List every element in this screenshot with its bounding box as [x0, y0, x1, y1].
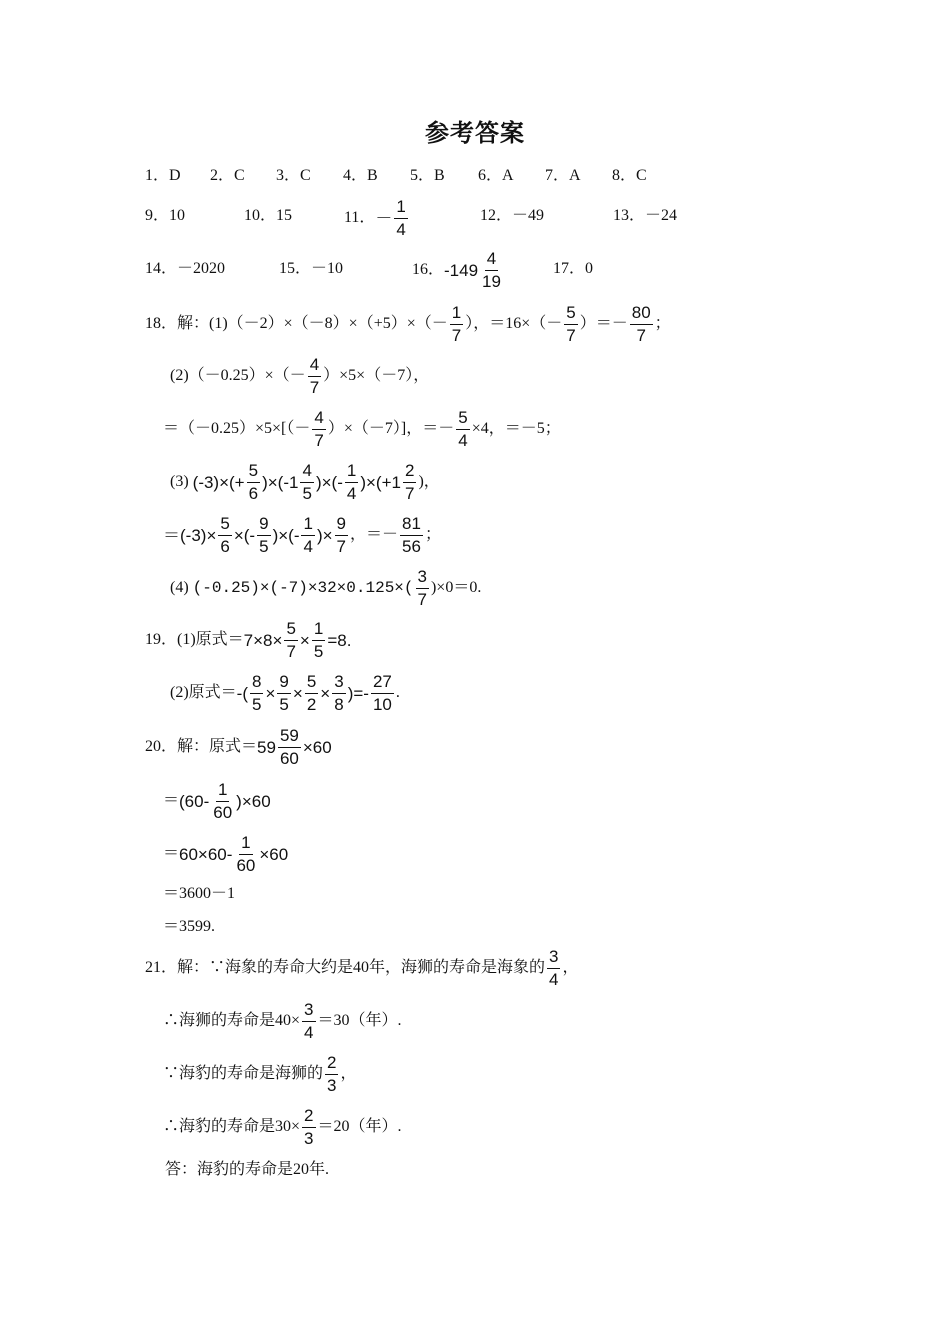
fill-answer-12: 12．－49	[480, 207, 545, 224]
math-text: (-0.25)×(-7)×32×0.125×(	[192, 579, 414, 598]
math-text: =8.	[327, 630, 352, 650]
numerator: 3	[416, 568, 429, 589]
numerator: 5	[218, 515, 231, 536]
numerator: 1	[312, 620, 325, 641]
q11-label: 11．	[344, 209, 376, 227]
fill-answer-11	[344, 198, 410, 239]
fill-answer-15: 15．－10	[279, 260, 344, 277]
page-title: 参考答案	[425, 121, 525, 147]
fraction	[284, 620, 297, 661]
numerator: 9	[277, 673, 290, 694]
fraction	[300, 462, 313, 503]
fill-answer-14: 14．－2020	[145, 260, 226, 277]
text: )，	[418, 473, 440, 491]
denominator: 5	[279, 694, 289, 714]
fraction	[456, 409, 469, 450]
fraction	[218, 515, 231, 556]
math-text: )=-	[347, 683, 369, 703]
text: ）×5×（－7），	[323, 367, 430, 385]
numerator: 27	[371, 673, 394, 694]
numerator: 9	[257, 515, 270, 536]
fraction	[312, 409, 325, 450]
q19-line-2	[170, 673, 400, 714]
text: 21．解：∵海象的寿命大约是40年，海狮的寿命是海象的	[145, 959, 546, 977]
denominator: 4	[303, 536, 313, 556]
numerator: 1	[345, 462, 358, 483]
numerator: 3	[302, 1001, 315, 1022]
fraction	[345, 462, 358, 503]
fraction	[305, 673, 318, 714]
fraction	[247, 462, 260, 503]
choice-answer-3: 3．C	[276, 167, 311, 184]
q18-line-5	[163, 515, 441, 556]
q18-line-3	[163, 409, 561, 450]
denominator: 4	[549, 969, 559, 989]
denominator: 7	[336, 536, 347, 556]
text: ，	[562, 959, 579, 977]
text: 18．解：(1)（－2）×（－8）×（+5）×（－	[145, 315, 448, 333]
fill-answer-10: 10．15	[244, 207, 293, 224]
q18-line-1	[145, 304, 671, 345]
choice-answer-4: 4．B	[343, 167, 378, 184]
numerator: 8	[250, 673, 263, 694]
text: (4)	[170, 579, 189, 597]
math-text: 59	[257, 737, 276, 757]
denominator: 4	[396, 219, 406, 239]
numerator: 1	[216, 781, 229, 802]
fraction	[302, 1001, 315, 1042]
fraction	[403, 462, 416, 503]
q20-line-3	[163, 834, 288, 875]
fill-answer-16	[412, 250, 505, 291]
numerator: 5	[305, 673, 318, 694]
text: ＝	[163, 845, 180, 863]
denominator: 60	[236, 855, 256, 875]
denominator: 7	[286, 641, 296, 661]
q21-answer: 答：海豹的寿命是20年.	[165, 1161, 330, 1178]
numerator: 80	[630, 304, 653, 325]
choice-answer-7: 7．A	[545, 167, 581, 184]
numerator: 5	[247, 462, 260, 483]
numerator: 5	[456, 409, 469, 430]
denominator: 7	[417, 589, 427, 609]
math-text: )×(-	[272, 525, 300, 545]
text: ），＝16×（－	[465, 315, 563, 333]
denominator: 5	[313, 641, 324, 661]
q20-line-4: ＝3600－1	[163, 885, 236, 902]
q20-line-2	[163, 781, 271, 822]
math-text: )×	[316, 525, 333, 545]
text: )×0＝0.	[430, 579, 482, 597]
denominator: 4	[458, 430, 468, 450]
math-text: (60-	[179, 791, 210, 811]
denominator: 2	[306, 694, 317, 714]
denominator: 7	[451, 325, 462, 345]
text: ∴海豹的寿命是30×	[163, 1118, 301, 1136]
q18-line-4	[170, 462, 440, 503]
text: (2)（－0.25）×（－	[170, 367, 306, 385]
numerator: 2	[325, 1054, 338, 1075]
fill-answer-13: 13．－24	[613, 207, 678, 224]
fraction	[564, 304, 577, 345]
text: ；	[654, 315, 671, 333]
denominator: 7	[309, 377, 320, 397]
numerator: 4	[300, 462, 313, 483]
numerator: 1	[301, 515, 314, 536]
text: ×4，＝－5；	[471, 420, 561, 438]
choice-answer-8: 8．C	[612, 167, 647, 184]
math-text: 60×60-	[179, 844, 233, 864]
text: 19．(1)原式＝	[145, 631, 244, 649]
q18-line-6	[170, 568, 481, 609]
denominator: 6	[248, 483, 259, 503]
denominator: 10	[372, 694, 392, 714]
fraction	[302, 1107, 315, 1148]
denominator: 8	[334, 694, 344, 714]
text: (3)	[170, 473, 189, 491]
math-text: ×	[265, 683, 276, 703]
q21-line-4	[163, 1107, 402, 1148]
denominator: 3	[327, 1075, 337, 1095]
q20-line-1	[145, 727, 332, 768]
fraction	[211, 781, 234, 822]
text: ＝30（年）.	[317, 1012, 402, 1030]
denominator: 5	[302, 483, 312, 503]
denominator: 19	[482, 271, 501, 291]
fraction	[234, 834, 257, 875]
denominator: 4	[304, 1022, 314, 1042]
fraction	[416, 568, 429, 609]
text: .	[395, 684, 400, 702]
denominator: 6	[220, 536, 230, 556]
fraction	[278, 727, 301, 768]
text: ，	[340, 1065, 357, 1083]
denominator: 5	[259, 536, 269, 556]
choice-answer-5: 5．B	[410, 167, 445, 184]
math-text: ×60	[259, 844, 289, 864]
denominator: 3	[304, 1128, 314, 1148]
numerator: 59	[278, 727, 301, 748]
numerator: 1	[450, 304, 463, 325]
fraction	[400, 515, 423, 556]
numerator: 2	[302, 1107, 315, 1128]
fraction	[308, 356, 321, 397]
text: ＝20（年）.	[317, 1118, 402, 1136]
denominator: 7	[566, 325, 576, 345]
fraction	[257, 515, 270, 556]
text: (2)原式＝	[170, 684, 237, 702]
text: ＝	[163, 792, 180, 810]
math-text: ×	[299, 630, 310, 650]
numerator: 1	[239, 834, 252, 855]
numerator: 3	[547, 948, 560, 969]
text: ＝（－0.25）×5×[（－	[163, 420, 311, 438]
q18-line-2	[170, 356, 429, 397]
q21-line-1	[145, 948, 579, 989]
numerator: 5	[284, 620, 297, 641]
text: ）×（－7）]，＝－	[327, 420, 455, 438]
math-text: -(	[236, 683, 248, 703]
math-text: )×(+1	[360, 472, 401, 492]
fill-answer-9: 9．10	[145, 207, 186, 224]
math-text: (-3)×(+	[192, 472, 245, 492]
numerator: 4	[312, 409, 325, 430]
fraction	[250, 673, 263, 714]
fraction	[547, 948, 560, 989]
math-text: )×60	[236, 791, 271, 811]
denominator: 4	[346, 483, 357, 503]
q16-whole: -149	[444, 260, 479, 280]
numerator: 4	[308, 356, 321, 377]
text: ∵海豹的寿命是海狮的	[163, 1065, 324, 1083]
math-text: ×	[320, 683, 331, 703]
q21-line-3	[163, 1054, 357, 1095]
fraction	[335, 515, 348, 556]
fraction	[630, 304, 653, 345]
choice-answer-1: 1．D	[145, 167, 181, 184]
q16-label: 16．	[412, 261, 445, 279]
q11-fraction	[394, 198, 407, 239]
numerator: 4	[485, 250, 498, 271]
denominator: 7	[636, 325, 646, 345]
fraction	[277, 673, 290, 714]
denominator: 7	[404, 483, 415, 503]
q16-fraction	[480, 250, 503, 291]
q20-line-5: ＝3599.	[163, 918, 216, 935]
text: ∴海狮的寿命是40×	[163, 1012, 301, 1030]
math-text: ×(-	[233, 525, 256, 545]
fraction	[301, 515, 314, 556]
text: ，＝－	[350, 526, 399, 544]
choice-answer-2: 2．C	[210, 167, 245, 184]
fill-answer-17: 17．0	[553, 260, 594, 277]
choice-answer-6: 6．A	[478, 167, 514, 184]
math-text: )×(-1	[262, 472, 299, 492]
numerator: 2	[403, 462, 416, 483]
numerator: 81	[400, 515, 423, 536]
math-text: )×(-	[315, 472, 343, 492]
denominator: 5	[252, 694, 262, 714]
q19-line-1	[145, 620, 351, 661]
numerator: 9	[335, 515, 348, 536]
text: ）＝－	[579, 315, 628, 333]
denominator: 56	[402, 536, 421, 556]
q11-sign: －	[375, 208, 393, 228]
denominator: 60	[213, 802, 233, 822]
math-text: ×60	[302, 737, 332, 757]
text: 20．解：原式＝	[145, 738, 258, 756]
denominator: 60	[279, 748, 299, 768]
text: ；	[424, 526, 441, 544]
denominator: 7	[314, 430, 324, 450]
numerator: 3	[332, 673, 345, 694]
math-text: 7×8×	[243, 630, 283, 650]
q21-line-2	[163, 1001, 402, 1042]
numerator: 5	[564, 304, 577, 325]
math-text: ＝(-3)×	[163, 525, 217, 545]
fraction	[371, 673, 394, 714]
fraction	[325, 1054, 338, 1095]
math-text: ×	[292, 683, 303, 703]
fraction	[332, 673, 345, 714]
fraction	[312, 620, 325, 661]
numerator: 1	[394, 198, 407, 219]
fraction	[450, 304, 463, 345]
